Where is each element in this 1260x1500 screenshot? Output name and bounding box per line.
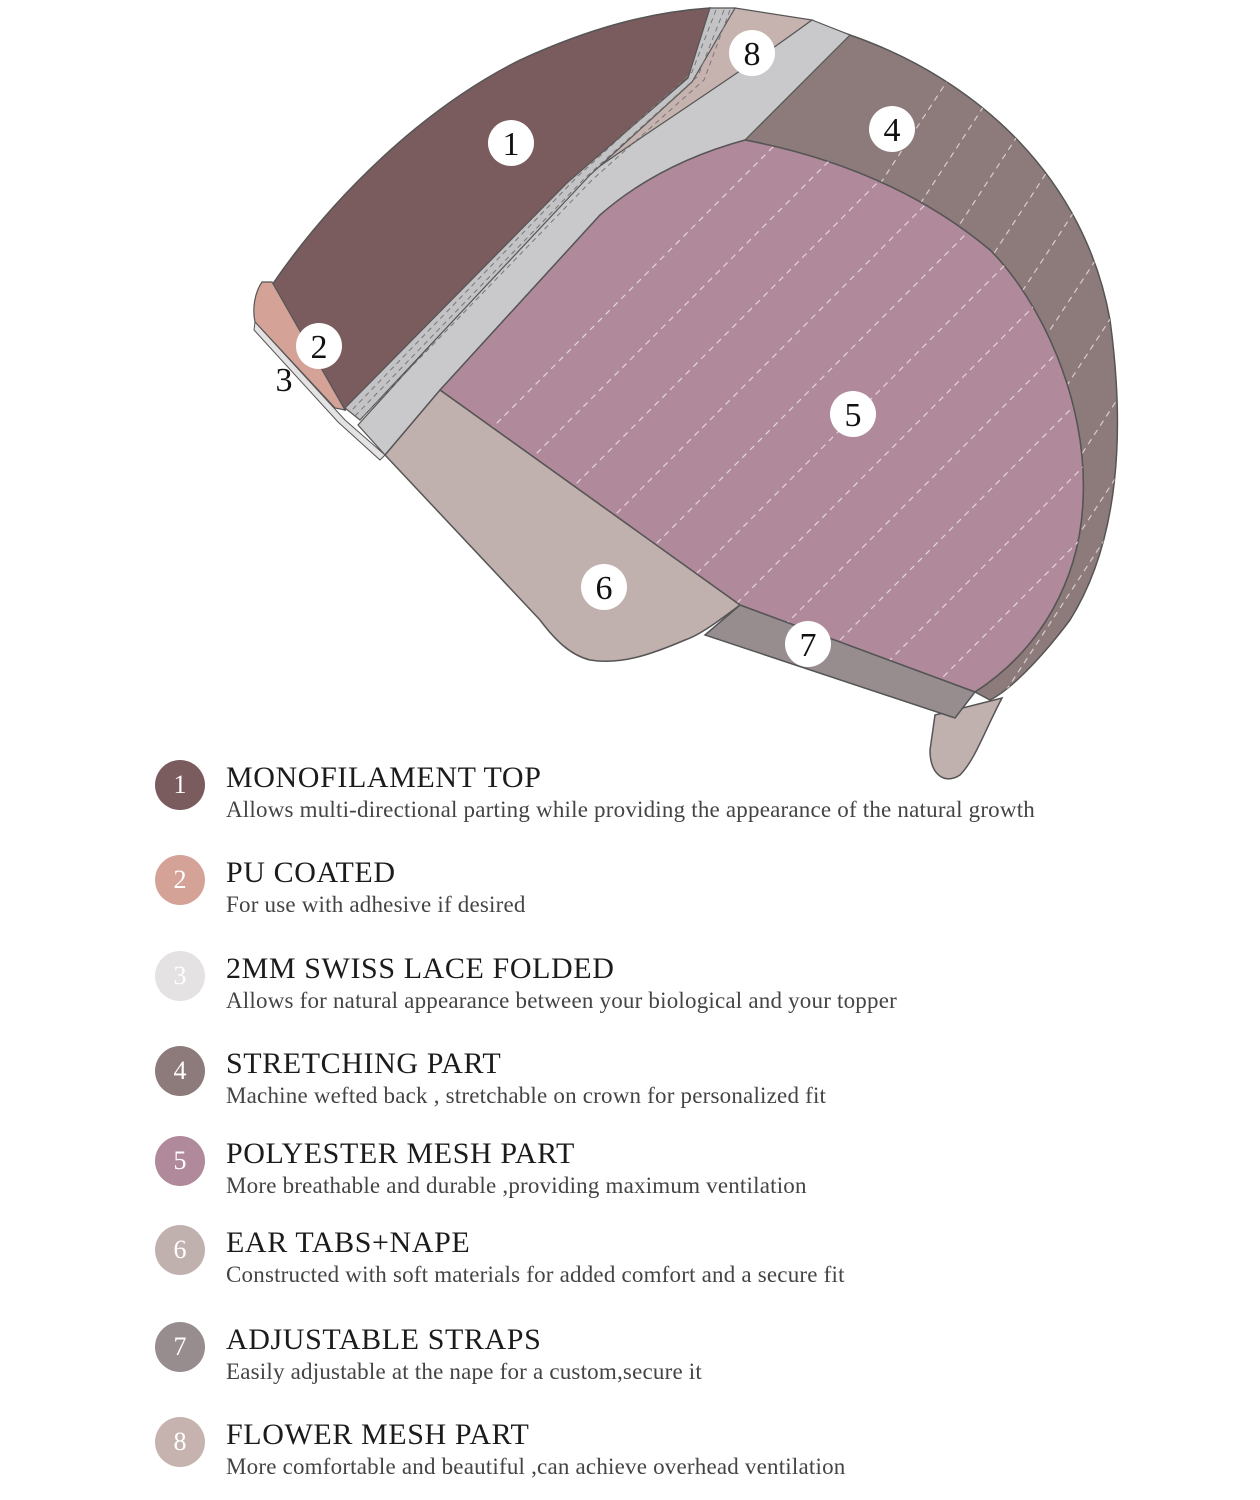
marker-7 [785,621,831,667]
legend-number-badge: 6 [155,1225,205,1275]
legend-number-badge: 3 [155,951,205,1001]
marker-2 [296,323,342,369]
legend-title: MONOFILAMENT TOP [226,761,542,794]
svg-text:8: 8 [743,36,761,73]
legend-item-8 [155,1412,1235,1482]
legend-description: Easily adjustable at the nape for a custom,secure it [226,1359,702,1384]
legend-description: Machine wefted back , stretchable on crown for personalized fit [226,1083,827,1108]
legend-number-badge: 5 [155,1136,205,1186]
marker-1 [488,120,534,166]
legend-number-badge: 7 [155,1322,205,1372]
legend-description: Constructed with soft materials for added comfort and a secure fit [226,1262,845,1287]
legend-item-5 [155,1131,1235,1201]
legend-item-4 [155,1041,1235,1111]
legend-title: ADJUSTABLE STRAPS [226,1323,542,1356]
svg-text:4: 4 [883,112,901,149]
marker-8 [729,30,775,76]
legend-number-badge: 2 [155,855,205,905]
marker-5 [830,391,876,437]
legend-number-badge: 4 [155,1046,205,1096]
marker-4 [869,106,915,152]
legend-description: More breathable and durable ,providing maximum ventilation [226,1173,807,1198]
marker-3 [276,362,293,399]
legend-item-7 [155,1317,1235,1387]
svg-text:1: 1 [502,126,520,163]
legend-item-2 [155,850,1235,920]
svg-text:3: 3 [275,362,293,399]
legend-title: EAR TABS+NAPE [226,1226,471,1259]
legend-title: PU COATED [226,856,396,889]
legend-item-3 [155,946,1235,1016]
legend-description: Allows multi-directional parting while providing the appearance of the natural growth [226,797,1035,822]
legend-description: For use with adhesive if desired [226,892,526,917]
svg-text:2: 2 [310,329,328,366]
legend-title: POLYESTER MESH PART [226,1137,575,1170]
svg-text:6: 6 [595,570,613,607]
legend-title: STRETCHING PART [226,1047,502,1080]
marker-6 [581,564,627,610]
legend-description: Allows for natural appearance between your biological and your topper [226,988,897,1013]
legend-item-6 [155,1220,1235,1290]
legend-description: More comfortable and beautiful ,can achieve overhead ventilation [226,1454,846,1479]
legend-title: 2MM SWISS LACE FOLDED [226,952,615,985]
legend-number-badge: 1 [155,760,205,810]
legend-item-1 [155,755,1235,825]
svg-text:7: 7 [799,627,817,664]
legend-number-badge: 8 [155,1417,205,1467]
svg-text:5: 5 [844,397,862,434]
legend-title: FLOWER MESH PART [226,1418,530,1451]
